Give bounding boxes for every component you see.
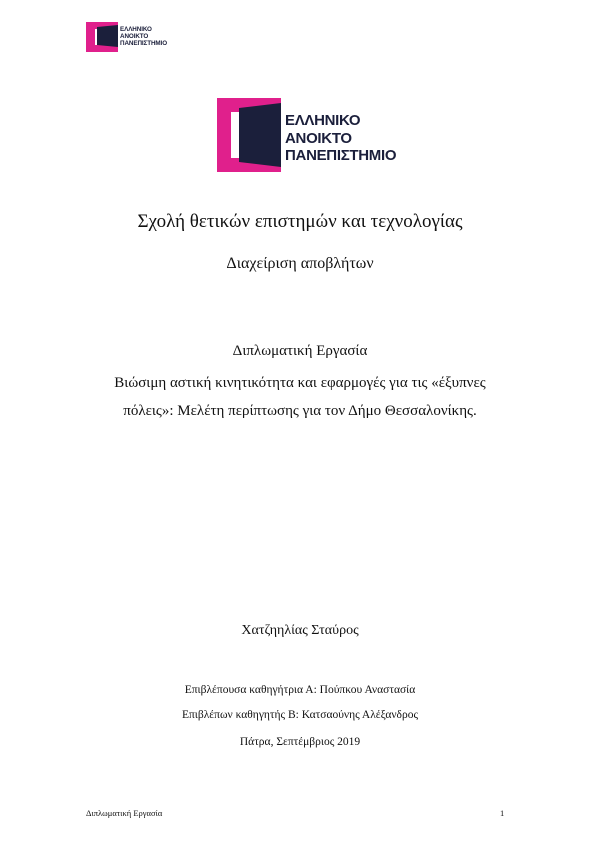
program-name: Διαχείριση αποβλήτων xyxy=(226,255,374,272)
supervisor-a: Επιβλέπουσα καθηγήτρια Α: Πούπκου Αναστασία xyxy=(184,684,416,696)
thesis-type: Διπλωματική Εργασία xyxy=(232,343,368,359)
university-logo-main xyxy=(217,98,281,172)
place-date: Πάτρα, Σεπτέμβριος 2019 xyxy=(239,736,361,748)
author-name: Χατζηηλίας Σταύρος xyxy=(241,623,359,638)
footer-label: Διπλωματική Εργασία xyxy=(86,808,163,818)
logo-small-line-2: ΑΝΟΙΚΤΟ xyxy=(120,33,149,41)
logo-main-line-3: ΠΑΝΕΠΙΣΤΗΜΙΟ xyxy=(285,147,397,164)
thesis-title-line-2: πόλεις»: Μελέτη περίπτωσης για τον Δήμο Θεσσαλονίκης. xyxy=(123,403,477,419)
page-number: 1 xyxy=(500,808,505,818)
supervisor-b: Επιβλέπων καθηγητής Β: Κατσαούνης Αλέξανδρος xyxy=(181,709,419,721)
logo-small-line-3: ΠΑΝΕΠΙΣΤΗΜΙΟ xyxy=(120,40,168,48)
logo-main-text xyxy=(285,112,396,165)
university-logo-small xyxy=(86,22,118,52)
logo-main-line-1: ΕΛΛΗΝΙΚΟ xyxy=(285,112,361,129)
logo-main-line-2: ΑΝΟΙΚΤΟ xyxy=(285,129,352,147)
logo-small-text xyxy=(120,26,167,48)
logo-small-line-1: ΕΛΛΗΝΙΚΟ xyxy=(120,26,152,33)
thesis-title-line-1: Βιώσιμη αστική κινητικότητα και εφαρμογές για τις «έξυπνες xyxy=(114,375,486,391)
school-name: Σχολή θετικών επιστημών και τεχνολογίας xyxy=(137,211,463,232)
